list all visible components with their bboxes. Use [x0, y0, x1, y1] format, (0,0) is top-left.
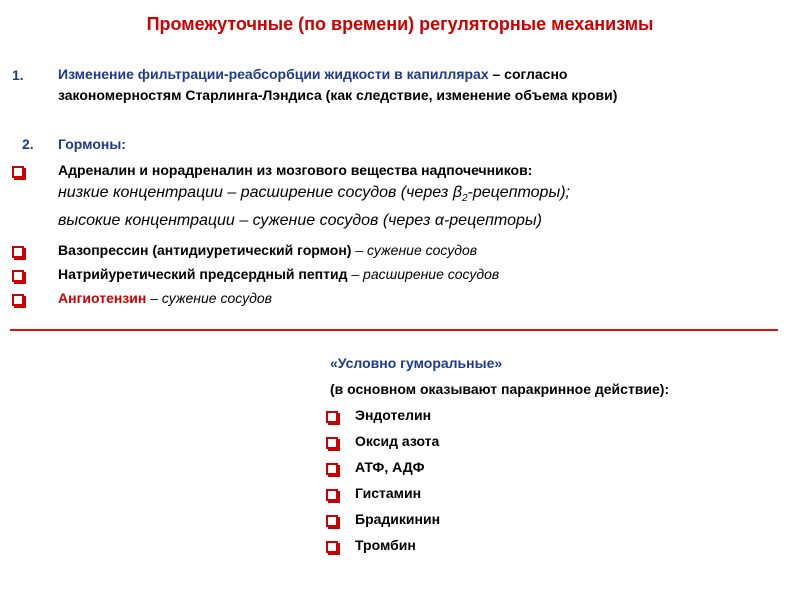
hormone-adrenaline: Адреналин и норадреналин из мозгового вещества надпочечников:: [58, 162, 533, 178]
adrenaline-low-concentration: [58, 184, 570, 204]
angiotensin-name: Ангиотензин: [58, 290, 147, 306]
humoral-item: Эндотелин: [355, 407, 432, 423]
square-bullet-icon: [12, 246, 24, 258]
hormone-vasopressin: [58, 242, 477, 258]
humoral-item: Оксид азота: [355, 433, 440, 449]
low-text-pre: низкие концентрации – расширение сосудов (через β: [58, 184, 462, 201]
item-filtration: [58, 64, 788, 106]
natriuretic-effect: – расширение сосудов: [347, 266, 500, 282]
natriuretic-name: Натрийуретический предсердный пептид: [58, 266, 348, 282]
square-bullet-icon: [326, 411, 338, 423]
divider: [10, 329, 778, 331]
adrenaline-high-concentration: высокие концентрации – сужение сосудов (через α-рецепторы): [58, 212, 542, 229]
humoral-item: АТФ, АДФ: [355, 459, 425, 475]
square-bullet-icon: [326, 489, 338, 501]
item-number-1: 1.: [12, 67, 24, 83]
square-bullet-icon: [326, 437, 338, 449]
filtration-rest: – согласно: [488, 66, 568, 82]
square-bullet-icon: [326, 515, 338, 527]
square-bullet-icon: [326, 463, 338, 475]
hormones-label: Гормоны:: [58, 136, 126, 152]
square-bullet-icon: [12, 270, 24, 282]
humoral-subtitle: (в основном оказывают паракринное действие):: [330, 381, 670, 397]
item-number-2: 2.: [22, 136, 34, 152]
square-bullet-icon: [326, 541, 338, 553]
vasopressin-name: Вазопрессин (антидиуретический гормон): [58, 242, 352, 258]
hormone-angiotensin: [58, 290, 272, 306]
hormone-natriuretic: [58, 266, 499, 282]
humoral-item: Тромбин: [355, 537, 416, 553]
square-bullet-icon: [12, 294, 24, 306]
humoral-item: Гистамин: [355, 485, 422, 501]
low-text-post: -рецепторы);: [467, 184, 570, 201]
angiotensin-effect: – сужение сосудов: [146, 290, 272, 306]
page-title: Промежуточные (по времени) регуляторные механизмы: [146, 14, 654, 34]
filtration-highlight: Изменение фильтрации-реабсорбции жидкости в капиллярах: [58, 66, 489, 82]
low-text-sub: 2: [461, 193, 468, 205]
humoral-item: Брадикинин: [355, 511, 441, 527]
square-bullet-icon: [12, 166, 24, 178]
humoral-title: «Условно гуморальные»: [330, 355, 503, 371]
vasopressin-effect: – сужение сосудов: [351, 242, 478, 258]
filtration-line2: закономерностям Старлинга-Лэндиса (как следствие, изменение объема крови): [58, 87, 618, 103]
